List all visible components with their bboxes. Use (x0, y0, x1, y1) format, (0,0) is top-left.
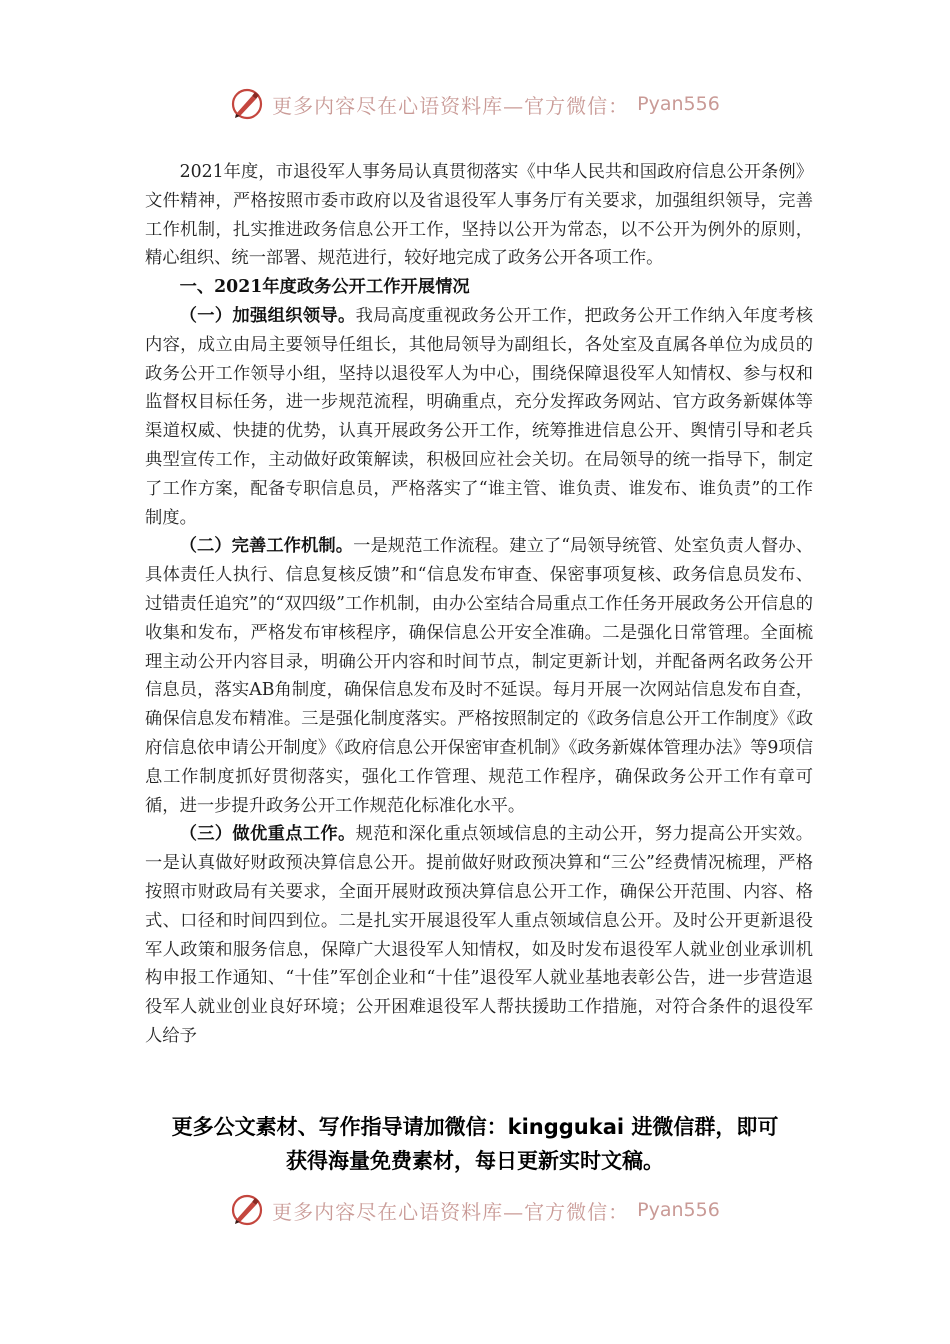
promo-line-1: 更多公文素材、写作指导请加微信：kinggukai 进微信群，即可 (171, 1115, 779, 1139)
item-2-lead: （二）完善工作机制。 (179, 536, 354, 557)
promo-line-2: 获得海量免费素材，每日更新实时文稿。 (286, 1149, 664, 1173)
intro-paragraph: 2021年度，市退役军人事务局认真贯彻落实《中华人民共和国政府信息公开条例》文件精神，严格按照市委市政府以及省退役军人事务厅有关要求，加强组织领导，完善工作机制，扎实推进政务信息公开工作，坚持以公开为常态，以不公开为例外的原则，精心组织、统一部署、规范进行，较好地完成了政务公开各项工作。 (145, 162, 813, 269)
paragraph-item-2 (145, 532, 813, 820)
watermark-handle: Pyan556 (637, 93, 720, 115)
item-1-lead: （一）加强组织领导。 (179, 305, 356, 326)
watermark-text: 更多内容尽在心语资料库—官方微信： (272, 93, 630, 118)
watermark-header (0, 84, 950, 124)
paragraph-item-1 (145, 302, 813, 532)
paragraph-item-3 (145, 820, 813, 1050)
watermark-handle: Pyan556 (637, 1199, 720, 1221)
item-2-body: 一是规范工作流程。建立了“局领导统管、处室负责人督办、具体责任人执行、信息复核反馈”和“信息发布审查、保密事项复核、政务信息员发布、过错责任追究”的“双四级”工作机制，由办公室结合局重点工作任务开展政务公开信息的收集和发布，严格发布审核程序，确保信息公开安全准确。二是强化日常管理。全面梳理主动公开内容目录，明确公开内容和时间节点，制定更新计划，并配备两名政务公开信息员，落实AB角制度，确保信息发布及时不延误。每月开展一次网站信息发布自查，确保信息发布精准。三是强化制度落实。严格按照制定的《政务信息公开工作制度》《政府信息依申请公开制度》《政府信息公开保密审查机制》《政务新媒体管理办法》等9项信息工作制度抓好贯彻落实，强化工作管理、规范工作程序，确保政务公开工作有章可循，进一步提升政务公开工作规范化标准化水平。 (145, 536, 813, 816)
watermark-footer (0, 1190, 950, 1230)
item-1-body: 我局高度重视政务公开工作，把政务公开工作纳入年度考核内容，成立由局主要领导任组长，其他局领导为副组长，各处室及直属各单位为成员的政务公开工作领导小组，坚持以退役军人为中心，围绕保障退役军人知情权、参与权和监督权目标任务，进一步规范流程，明确重点，充分发挥政务网站、官方政务新媒体等渠道权威、快捷的优势，认真开展政务公开工作，统筹推进信息公开、舆情引导和老兵典型宣传工作，主动做好政策解读，积极回应社会关切。在局领导的统一指导下，制定了工作方案，配备专职信息员，严格落实了“谁主管、谁负责、谁发布、谁负责”的工作制度。 (145, 305, 813, 528)
pen-icon (230, 1193, 264, 1227)
item-3-body: 规范和深化重点领域信息的主动公开，努力提高公开实效。一是认真做好财政预决算信息公开。提前做好财政预决算和“三公”经费情况梳理，严格按照市财政局有关要求，全面开展财政预决算信息公开工作，确保公开范围、内容、格式、口径和时间四到位。二是扎实开展退役军人重点领域信息公开。及时公开更新退役军人政策和服务信息，保障广大退役军人知情权，如及时发布退役军人就业创业承训机构申报工作通知、“十佳”军创企业和“十佳”退役军人就业基地表彰公告，进一步营造退役军人就业创业良好环境；公开困难退役军人帮扶援助工作措施，对符合条件的退役军人给予 (145, 824, 813, 1046)
document-body (145, 158, 813, 1051)
watermark-text: 更多内容尽在心语资料库—官方微信： (272, 1199, 630, 1224)
pen-icon (230, 87, 264, 121)
section-heading: 一、2021年度政务公开工作开展情况 (179, 277, 470, 298)
item-3-lead: （三）做优重点工作。 (179, 824, 356, 845)
promo-notice (0, 1110, 950, 1178)
